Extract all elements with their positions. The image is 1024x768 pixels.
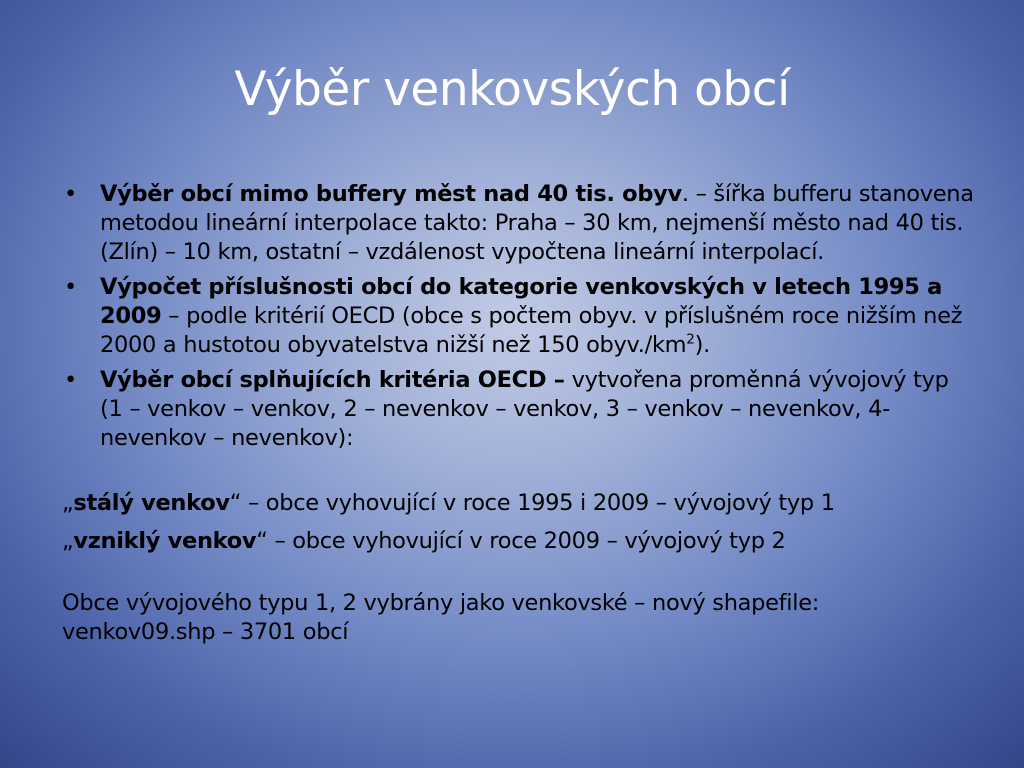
conclusion-paragraph: Obce vývojového typu 1, 2 vybrány jako venkovské – nový shapefile: venkov09.shp – 3701 obcí — [62, 590, 820, 645]
new-rural-term: vzniklý venkov — [73, 528, 257, 554]
slide-title: Výběr venkovských obcí — [234, 62, 790, 117]
stable-rural-paragraph — [62, 489, 977, 518]
bullet-icon: • — [64, 274, 77, 300]
bullet-text: vytvořena proměnná vývojový typ (1 – venkov – venkov, 2 – nevenkov – venkov, 3 – venkov – nevenkov, 4- nevenkov – nevenkov): — [100, 367, 949, 451]
slide-content — [62, 180, 977, 647]
bullet-heading: Výběr obcí mimo buffery měst nad 40 tis. obyv — [100, 181, 682, 207]
new-rural-paragraph — [62, 527, 977, 556]
bullet-icon: • — [64, 367, 77, 393]
bullet-icon: • — [64, 181, 77, 207]
bullet-text-tail: ). — [694, 332, 710, 358]
bullet-heading: Výpočet příslušnosti obcí do kategorie venkovských v letech 1995 a 2009 — [100, 274, 943, 329]
bullet-heading: Výběr obcí splňujících kritéria OECD – — [100, 367, 565, 393]
bullet-item-buffer-selection — [62, 180, 977, 267]
bullet-item-oecd-criteria — [62, 366, 977, 453]
bullet-list — [62, 180, 977, 453]
new-rural-text: “ – obce vyhovující v roce 2009 – vývojový typ 2 — [256, 528, 786, 554]
stable-rural-text: “ – obce vyhovující v roce 1995 i 2009 – vývojový typ 1 — [229, 490, 835, 516]
stable-rural-term: stálý venkov — [73, 490, 230, 516]
open-quote: „ — [62, 528, 74, 554]
superscript: 2 — [686, 331, 695, 348]
bullet-text: – podle kritérií OECD (obce s počtem obyv. v příslušném roce nižším než 2000 a hustotou obyvatelstva nižší než 150 obyv./km — [100, 303, 963, 358]
open-quote: „ — [62, 490, 74, 516]
bullet-text: . – šířka bufferu stanovena metodou lineární interpolace takto: Praha – 30 km, nejmenší město nad 40 tis. (Zlín) – 10 km, ostatní – vzdálenost vypočtena lineární interpolací. — [100, 181, 974, 265]
bullet-item-rural-category — [62, 273, 977, 360]
